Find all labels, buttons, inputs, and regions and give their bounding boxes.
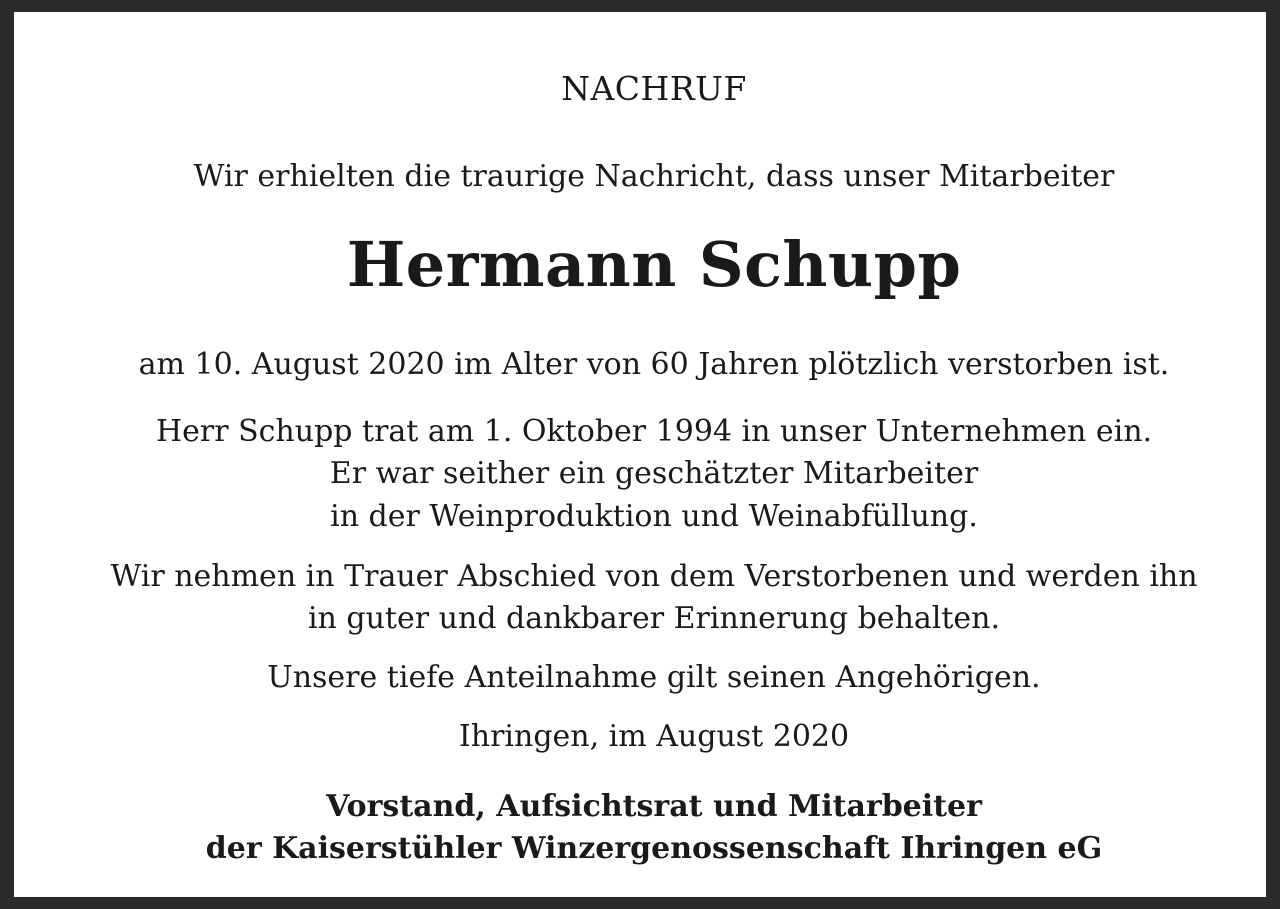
- place-date: Ihringen, im August 2020: [458, 719, 850, 754]
- farewell-line: Wir nehmen in Trauer Abschied von dem Verstorbenen und werden ihn: [110, 559, 1198, 594]
- career-line: Er war seither ein geschätzter Mitarbeiter: [329, 456, 979, 491]
- signature-line: der Kaiserstühler Winzergenossenschaft Ihringen eG: [205, 831, 1103, 866]
- condolence-text: Unsere tiefe Anteilnahme gilt seinen Angehörigen.: [267, 660, 1041, 695]
- signature-line: Vorstand, Aufsichtsrat und Mitarbeiter: [326, 789, 982, 824]
- intro-text: Wir erhielten die traurige Nachricht, dass unser Mitarbeiter: [193, 159, 1115, 194]
- career-line: Herr Schupp trat am 1. Oktober 1994 in unser Unternehmen ein.: [155, 414, 1153, 449]
- career-line: in der Weinproduktion und Weinabfüllung.: [330, 499, 978, 534]
- deceased-name: Hermann Schupp: [346, 228, 962, 301]
- notice-heading: NACHRUF: [561, 69, 747, 108]
- farewell-line: in guter und dankbarer Erinnerung behalten.: [307, 601, 1001, 636]
- death-date-text: am 10. August 2020 im Alter von 60 Jahren plötzlich verstorben ist.: [138, 347, 1170, 382]
